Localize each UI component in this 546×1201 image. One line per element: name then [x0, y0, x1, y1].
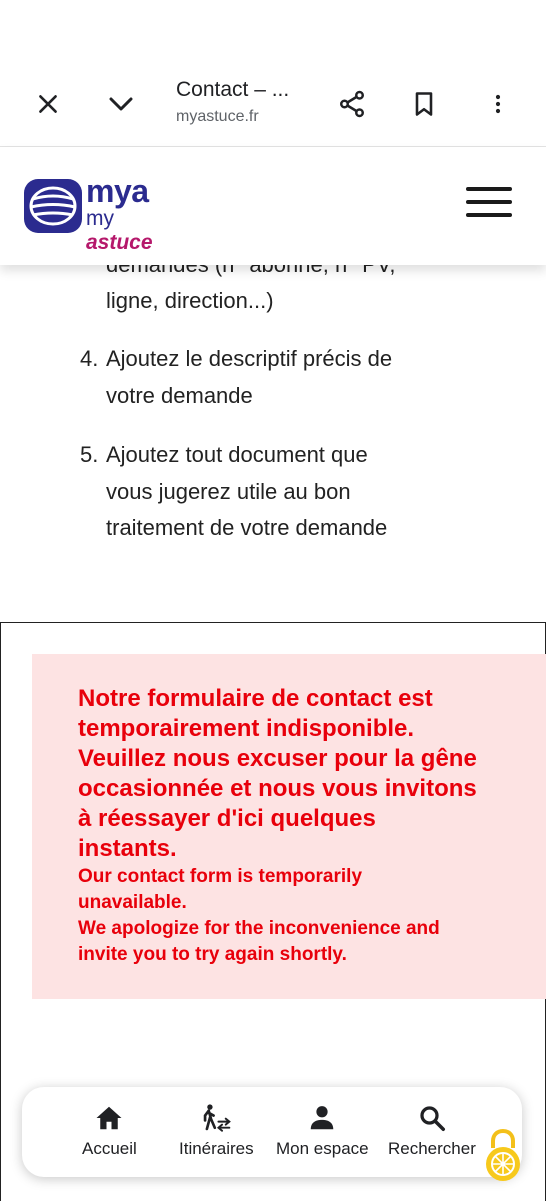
step-5-number: 5.	[80, 442, 99, 467]
home-icon	[93, 1103, 125, 1133]
mya-logo[interactable]	[22, 173, 182, 254]
bookmark-button[interactable]	[402, 82, 446, 126]
nav-rechercher[interactable]	[388, 1103, 476, 1159]
mya-logo-icon	[22, 177, 84, 235]
step-4-line-1: Ajoutez le descriptif précis de	[106, 346, 393, 371]
nav-mon-espace[interactable]	[276, 1103, 369, 1159]
person-icon	[306, 1103, 338, 1133]
bookmark-icon	[410, 89, 438, 119]
more-vert-icon	[486, 89, 510, 119]
search-icon	[416, 1103, 448, 1133]
step-5-line-3: traitement de votre demande	[106, 515, 388, 540]
page-url: myastuce.fr	[176, 108, 259, 125]
chevron-down-icon	[106, 89, 136, 119]
nav-mon-espace-label: Mon espace	[276, 1139, 369, 1158]
page-title: Contact – ...	[176, 78, 290, 101]
page-title-area[interactable]	[176, 78, 316, 126]
step-5-line-2: vous jugerez utile au bon	[106, 479, 351, 504]
lock-badge[interactable]	[482, 1128, 524, 1182]
logo-wordmark-bottom: my astuce	[86, 207, 153, 254]
lock-icon	[482, 1128, 524, 1182]
close-button[interactable]	[26, 82, 70, 126]
share-icon	[337, 89, 367, 119]
hamburger-icon	[466, 187, 512, 191]
bottom-navigation	[22, 1087, 522, 1177]
notice-english: Our contact form is temporarily unavailable. We apologize for the inconvenience and invite you to try again shortly.	[78, 866, 440, 965]
notice-french: Notre formulaire de contact est temporairement indisponible. Veuillez nous excuser pour la gêne occasionnée et nous vous invitons à réessayer d'ici quelques instants.	[78, 685, 477, 862]
share-button[interactable]	[330, 82, 374, 126]
more-options-button[interactable]	[476, 82, 520, 126]
nav-itineraires-label: Itinéraires	[179, 1139, 254, 1158]
close-icon	[35, 91, 61, 117]
step-5-line-1: Ajoutez tout document que	[106, 442, 368, 467]
minimize-button[interactable]	[99, 82, 143, 126]
step-4-number: 4.	[80, 346, 99, 371]
nav-rechercher-label: Rechercher	[388, 1139, 476, 1158]
browser-toolbar	[0, 0, 546, 147]
site-header	[0, 147, 546, 265]
nav-accueil-label: Accueil	[82, 1139, 137, 1158]
logo-wordmark-top: mya	[86, 173, 149, 209]
directions-walk-icon	[199, 1103, 233, 1133]
menu-button[interactable]	[466, 187, 512, 221]
step-4-line-2: votre demande	[106, 383, 253, 408]
nav-itineraires[interactable]	[179, 1103, 254, 1159]
nav-accueil[interactable]	[82, 1103, 137, 1159]
step-3-line-2: ligne, direction...)	[106, 288, 274, 313]
